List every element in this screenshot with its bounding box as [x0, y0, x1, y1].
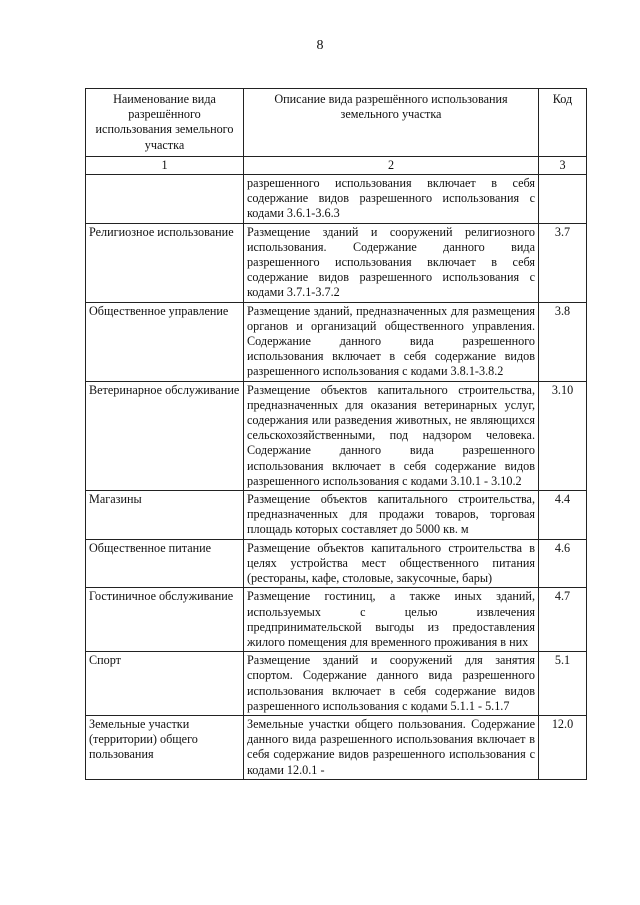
table-row — [86, 652, 587, 716]
table-row — [86, 715, 587, 779]
column-number: 1 — [86, 156, 244, 174]
row-description: Размещение зданий и сооружений для занятия спортом. Содержание данного вида разрешенного использования включает в себя содержание видов разрешенного использования с кодами 5.1.1 - 5.1.7 — [244, 652, 539, 716]
table-header-row — [86, 89, 587, 157]
row-code: 4.7 — [539, 588, 587, 652]
row-code: 12.0 — [539, 715, 587, 779]
header-code: Код — [539, 89, 587, 157]
row-name: Общественное питание — [86, 539, 244, 588]
row-code: 3.7 — [539, 223, 587, 302]
row-description: разрешенного использования включает в себя содержание видов разрешенного использования с кодами 3.6.1-3.6.3 — [244, 175, 539, 224]
row-description: Размещение объектов капитального строительства, предназначенных для продажи товаров, торговая площадь которых составляет до 5000 кв. м — [244, 491, 539, 540]
table-row — [86, 175, 587, 224]
table-row — [86, 539, 587, 588]
row-description: Земельные участки общего пользования. Содержание данного вида разрешенного использования включает в себя содержание видов разрешенного использования с кодами 12.0.1 - — [244, 715, 539, 779]
land-use-table — [85, 88, 587, 780]
table-row — [86, 588, 587, 652]
row-name: Спорт — [86, 652, 244, 716]
row-name: Религиозное использование — [86, 223, 244, 302]
row-name: Магазины — [86, 491, 244, 540]
row-code: 4.6 — [539, 539, 587, 588]
header-description: Описание вида разрешённого использования земельного участка — [244, 89, 539, 157]
row-name: Общественное управление — [86, 302, 244, 381]
column-number: 3 — [539, 156, 587, 174]
column-number: 2 — [244, 156, 539, 174]
table-row — [86, 381, 587, 490]
row-description: Размещение объектов капитального строительства в целях устройства мест общественного питания (рестораны, кафе, столовые, закусочные, бары) — [244, 539, 539, 588]
row-code: 3.8 — [539, 302, 587, 381]
row-name: Ветеринарное обслуживание — [86, 381, 244, 490]
row-name: Гостиничное обслуживание — [86, 588, 244, 652]
header-name: Наименование вида разрешённого использования земельного участка — [86, 89, 244, 157]
row-name: Земельные участки (территории) общего пользования — [86, 715, 244, 779]
table-row — [86, 223, 587, 302]
table-row — [86, 302, 587, 381]
row-description: Размещение гостиниц, а также иных зданий, используемых с целью извлечения предпринимательской выгоды из предоставления жилого помещения для временного проживания в них — [244, 588, 539, 652]
row-description: Размещение зданий, предназначенных для размещения органов и организаций общественного управления. Содержание данного вида разрешенного использования включает в себя содержание видов разрешенного использования с кодами 3.8.1-3.8.2 — [244, 302, 539, 381]
row-name — [86, 175, 244, 224]
page-number: 8 — [316, 38, 324, 53]
row-code: 4.4 — [539, 491, 587, 540]
row-code — [539, 175, 587, 224]
table-row — [86, 491, 587, 540]
row-code: 3.10 — [539, 381, 587, 490]
column-number-row — [86, 156, 587, 174]
row-description: Размещение объектов капитального строительства, предназначенных для оказания ветеринарных услуг, содержания или разведения животных, не являющихся сельскохозяйственными, под надзором человека. Содержание данного вида разрешенного использования включает в себя содержание видов разрешенного использования с кодами 3.10.1 - 3.10.2 — [244, 381, 539, 490]
row-description: Размещение зданий и сооружений религиозного использования. Содержание данного вида разрешенного использования включает в себя содержание видов разрешенного использования с кодами 3.7.1-3.7.2 — [244, 223, 539, 302]
row-code: 5.1 — [539, 652, 587, 716]
